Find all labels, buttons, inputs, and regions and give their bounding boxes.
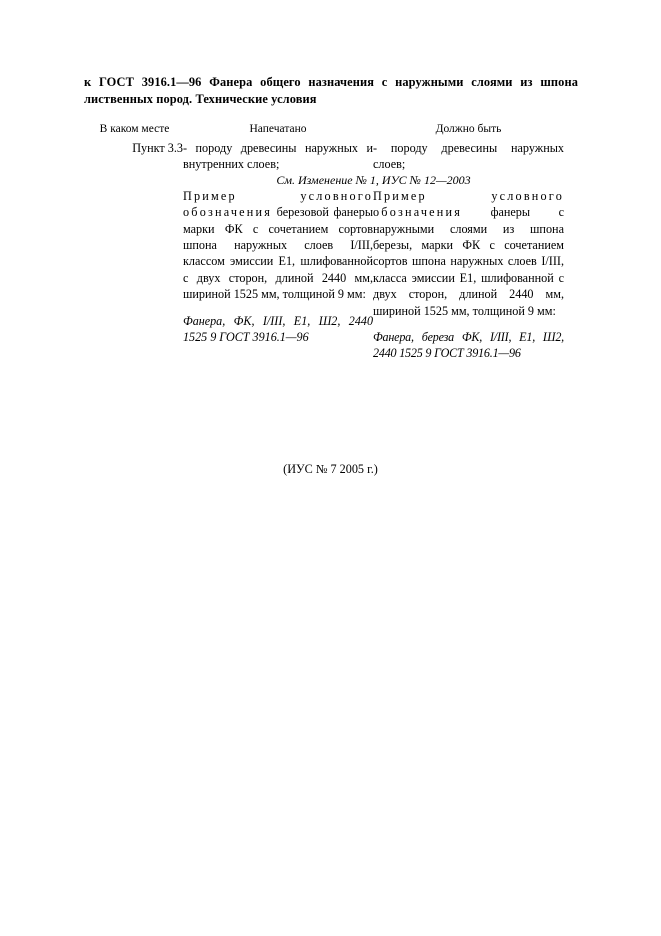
page-title-text: Фанера общего назначения с наружными слоями из шпона лиственных пород. Технические условия	[84, 75, 578, 106]
table-row	[86, 140, 564, 173]
cell-printed-example	[183, 188, 373, 362]
printed-example-label: Пример условного обозначения	[183, 188, 373, 220]
cell-location-empty	[86, 188, 183, 362]
example-row	[86, 188, 564, 362]
footer-note: (ИУС № 7 2005 г.)	[283, 462, 378, 476]
cell-should-be-example	[373, 188, 564, 362]
column-header-should-be: Должно быть	[435, 123, 502, 135]
printed-example-body: березовой фанеры марки ФК с сочетанием сортов шпона наружных слоев I/III, классом эмиссии Е1, шлифованной с двух сторон, длиной 2440 мм, шириной 1525 мм, толщиной 9 мм:	[183, 205, 374, 302]
cell-location: Пункт 3.3	[132, 141, 183, 155]
should-be-example-label: Пример условного обозначения	[373, 188, 564, 220]
page-title-standard-ref: к ГОСТ 3916.1—96	[84, 75, 202, 89]
amendment-note: См. Изменение № 1, ИУС № 12—2003	[276, 172, 471, 187]
cell-printed: - породу древесины наружных и внутренних слоев;	[183, 141, 373, 172]
spacer	[373, 319, 564, 329]
page-title	[84, 74, 578, 108]
amendment-table	[86, 123, 564, 361]
table-header-row	[86, 123, 564, 140]
column-header-printed: Напечатано	[249, 123, 307, 135]
spacer	[183, 303, 373, 313]
amendment-note-row	[86, 173, 564, 188]
printed-example-code: Фанера, ФК, I/III, Е1, Ш2, 2440 1525 9 ГОСТ 3916.1—96	[183, 313, 373, 344]
note-spacer	[86, 173, 183, 188]
column-header-location: В каком месте	[99, 123, 170, 135]
should-be-example-body: фанеры с наружными слоями из шпона березы, марки ФК с сочетанием сортов шпона наружных слоев I/III, класса эмиссии Е1, шлифованной с двух сторон, длиной 2440 мм, шириной 1525 мм, толщиной 9 мм:	[373, 205, 564, 318]
should-be-example-code: Фанера, береза ФК, I/III, Е1, Ш2, 2440 1525 9 ГОСТ 3916.1—96	[373, 330, 564, 361]
cell-should-be: - породу древесины наружных слоев;	[373, 141, 564, 172]
